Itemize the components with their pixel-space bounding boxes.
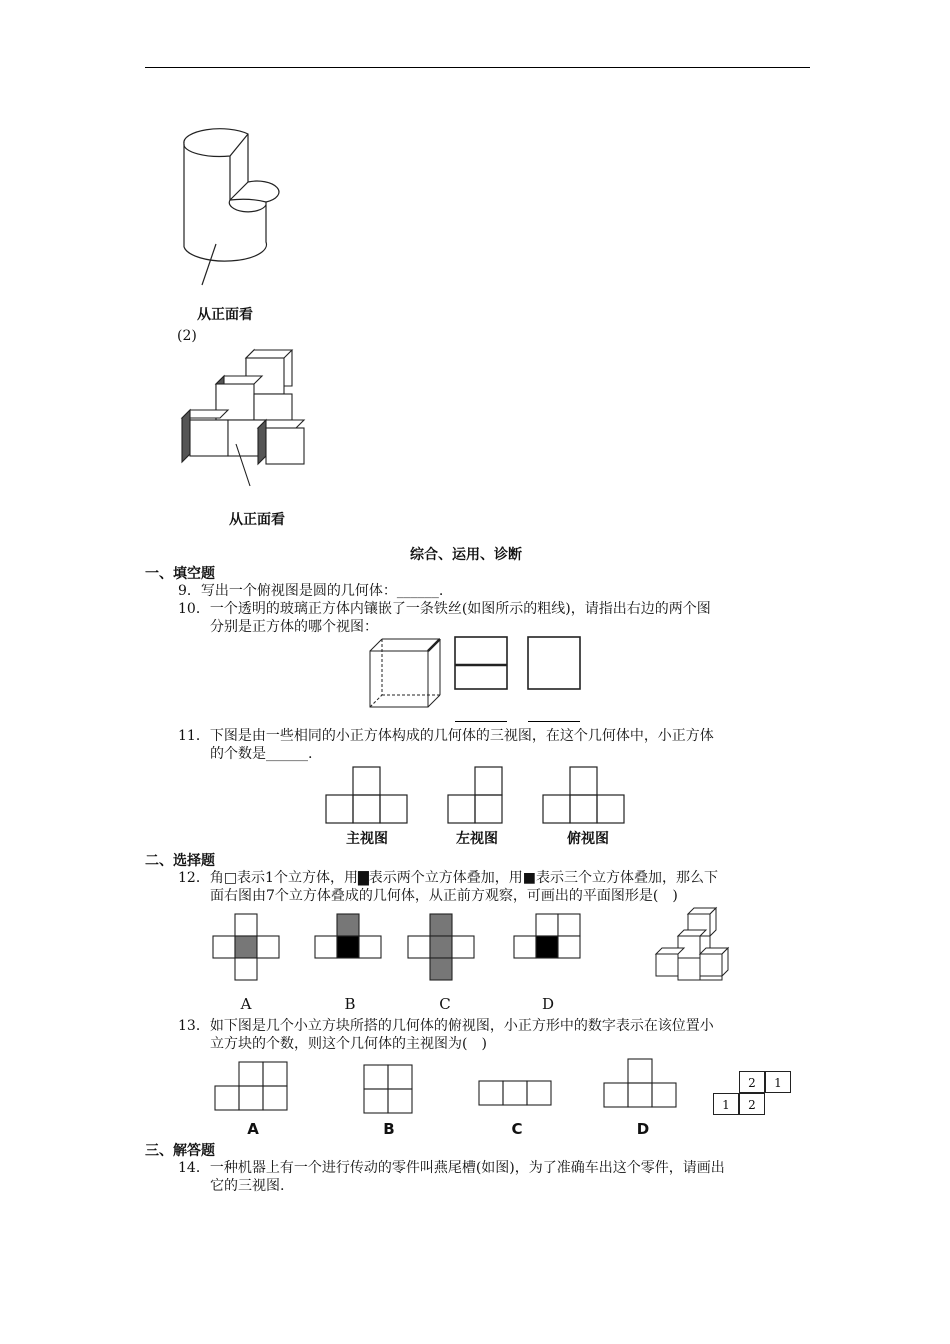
stacked-cubes-figure: [178, 344, 318, 504]
view-two-figure: [527, 636, 581, 692]
top-view-label: 俯视图: [567, 831, 609, 847]
q13-option-d-figure: [603, 1058, 679, 1110]
q13-line2: 立方块的个数，则这个几何体的主视图为( ): [210, 1036, 487, 1052]
q13-option-a-figure: [214, 1060, 290, 1112]
top-rule: [145, 67, 810, 68]
figure1-caption: 从正面看: [197, 307, 253, 323]
q12-option-a-figure: [213, 912, 283, 984]
glass-cube-figure: [366, 633, 446, 713]
view-one-answer-blank[interactable]: [455, 720, 507, 722]
q12-option-b-label[interactable]: B: [344, 995, 356, 1013]
grid-cell: 1: [713, 1093, 739, 1115]
q13-option-c-label[interactable]: C: [511, 1120, 523, 1138]
q12-option-a-label[interactable]: A: [240, 995, 252, 1013]
q10-line2: 分别是正方体的哪个视图：: [210, 619, 378, 635]
q14-line2: 它的三视图.: [210, 1178, 285, 1194]
q13-option-b-label[interactable]: B: [383, 1120, 395, 1138]
q11-line1: 11．下图是由一些相同的小正方体构成的几何体的三视图，在这个几何体中，小正方体: [178, 728, 714, 744]
side-view-figure: [445, 765, 505, 827]
grid-cell: 2: [739, 1071, 765, 1093]
side-view-label: 左视图: [456, 831, 498, 847]
q13-option-c-figure: [478, 1080, 554, 1108]
grid-cell: 2: [739, 1093, 765, 1115]
q12-option-c-figure: [408, 912, 478, 984]
figure2-number: (2): [177, 328, 197, 344]
q13-option-a-label[interactable]: A: [247, 1120, 259, 1138]
front-view-label: 主视图: [346, 831, 388, 847]
q12-line2: 面右图由7个立方体叠成的几何体，从正前方观察，可画出的平面图形是( ): [210, 888, 678, 904]
part3-heading: 三、解答题: [145, 1143, 215, 1159]
front-view-figure: [322, 765, 412, 827]
q14-line1: 14．一种机器上有一个进行传动的零件叫燕尾槽(如图)，为了准确车出这个零件，请画出: [178, 1160, 725, 1176]
view-two-answer-blank[interactable]: [528, 720, 580, 722]
q12-option-d-figure: [514, 912, 584, 964]
q11-line2: 的个数是______.: [210, 746, 313, 762]
notched-cylinder-figure: [170, 120, 290, 320]
q12-option-c-label[interactable]: C: [439, 995, 451, 1013]
view-one-figure: [454, 636, 508, 692]
top-view-figure: [540, 765, 630, 827]
q12-line1: 12．角□表示1个立方体，用▇表示两个立方体叠加，用■表示三个立方体叠加，那么下: [178, 870, 718, 886]
section-title: 综合、运用、诊断: [410, 547, 522, 563]
q13-option-b-figure: [363, 1064, 415, 1116]
q13-option-d-label[interactable]: D: [636, 1120, 650, 1138]
q13-line1: 13．如下图是几个小立方块所搭的几何体的俯视图，小正方形中的数字表示在该位置小: [178, 1018, 714, 1034]
q9-text: 9．写出一个俯视图是圆的几何体：______.: [178, 583, 444, 599]
q12-option-b-figure: [315, 912, 385, 964]
part1-heading: 一、填空题: [145, 566, 215, 582]
part2-heading: 二、选择题: [145, 853, 215, 869]
figure2-caption: 从正面看: [229, 512, 285, 528]
grid-cell: 1: [765, 1071, 791, 1093]
q12-option-d-label[interactable]: D: [541, 995, 555, 1013]
q13-top-view-grid: [713, 1071, 793, 1119]
q10-line1: 10．一个透明的玻璃正方体内镶嵌了一条铁丝(如图所示的粗线)，请指出右边的两个图: [178, 601, 711, 617]
q12-solid-figure: [652, 908, 742, 988]
